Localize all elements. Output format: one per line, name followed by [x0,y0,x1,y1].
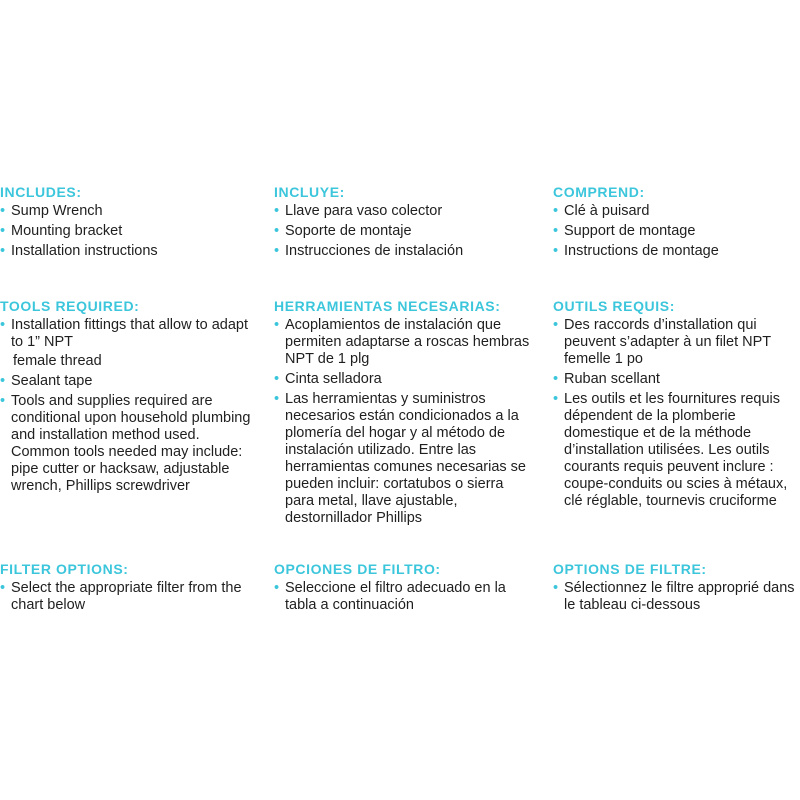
list-item: • Acoplamientos de instalación que permiten adaptarse a roscas hembras NPT de 1 plg [274,317,536,368]
filter-heading: OPCIONES DE FILTRO: [274,561,441,577]
list-item: • Llave para vaso colector [274,203,536,220]
list-item: • Cinta selladora [274,371,536,388]
tools-list-continued [0,373,258,495]
tools-heading: HERRAMIENTAS NECESARIAS: [274,298,501,314]
list-item: • Seleccione el filtro adecuado en la tabla a continuación [274,580,536,614]
list-item: • Installation instructions [0,243,258,260]
tools-section [0,297,258,498]
includes-heading: INCLUDES: [0,184,82,200]
list-item: • Tools and supplies required are conditional upon household plumbing and installation method used. Common tools needed may include: pipe cutter or hacksaw, adjustable wrench, Phillips screwdriver [0,393,258,495]
includes-list [274,203,536,260]
includes-section [0,183,258,263]
tools-list [0,317,258,351]
includes-heading: COMPREND: [553,184,645,200]
list-item: • Des raccords d’installation qui peuvent s’adapter à un filet NPT femelle 1 po [553,317,798,368]
includes-list [553,203,798,260]
filter-heading: OPTIONS DE FILTRE: [553,561,707,577]
tools-section [553,297,798,513]
list-item: • Sump Wrench [0,203,258,220]
filter-list [553,580,798,614]
includes-section [553,183,798,263]
list-item: • Instrucciones de instalación [274,243,536,260]
tools-list [274,317,536,527]
list-item: • Las herramientas y suministros necesarios están condicionados a la plomería del hogar y al método de instalación utilizado. Entre las herramientas comunes necesarias se pueden incluir: cortatubos o sierra para metal, llave ajustable, destornillador Phillips [274,391,536,527]
filter-section [0,560,258,614]
filter-section [553,560,798,614]
filter-heading: FILTER OPTIONS: [0,561,129,577]
filter-list [274,580,536,614]
includes-section [274,183,536,263]
list-item: • Instructions de montage [553,243,798,260]
tools-list [553,317,798,510]
includes-list [0,203,258,260]
list-item: • Installation fittings that allow to adapt to 1” NPT [0,317,258,351]
filter-section [274,560,536,614]
list-item: • Support de montage [553,223,798,240]
list-item: • Clé à puisard [553,203,798,220]
tools-heading: TOOLS REQUIRED: [0,298,140,314]
list-item: • Select the appropriate filter from the chart below [0,580,258,614]
includes-heading: INCLUYE: [274,184,345,200]
list-item: • Soporte de montaje [274,223,536,240]
list-item: • Sélectionnez le filtre approprié dans le tableau ci-dessous [553,580,798,614]
list-item: • Sealant tape [0,373,258,390]
tools-section [274,297,536,530]
list-item-continuation: female thread [13,353,102,369]
tools-heading: OUTILS REQUIS: [553,298,675,314]
list-item: • Mounting bracket [0,223,258,240]
filter-list [0,580,258,614]
list-item: • Ruban scellant [553,371,798,388]
list-item: • Les outils et les fournitures requis dépendent de la plomberie domestique et de la méthode d’installation utilisées. Les outils courants requis peuvent inclure : coupe-conduits ou scies à métaux, clé réglable, tournevis cruciforme [553,391,798,510]
